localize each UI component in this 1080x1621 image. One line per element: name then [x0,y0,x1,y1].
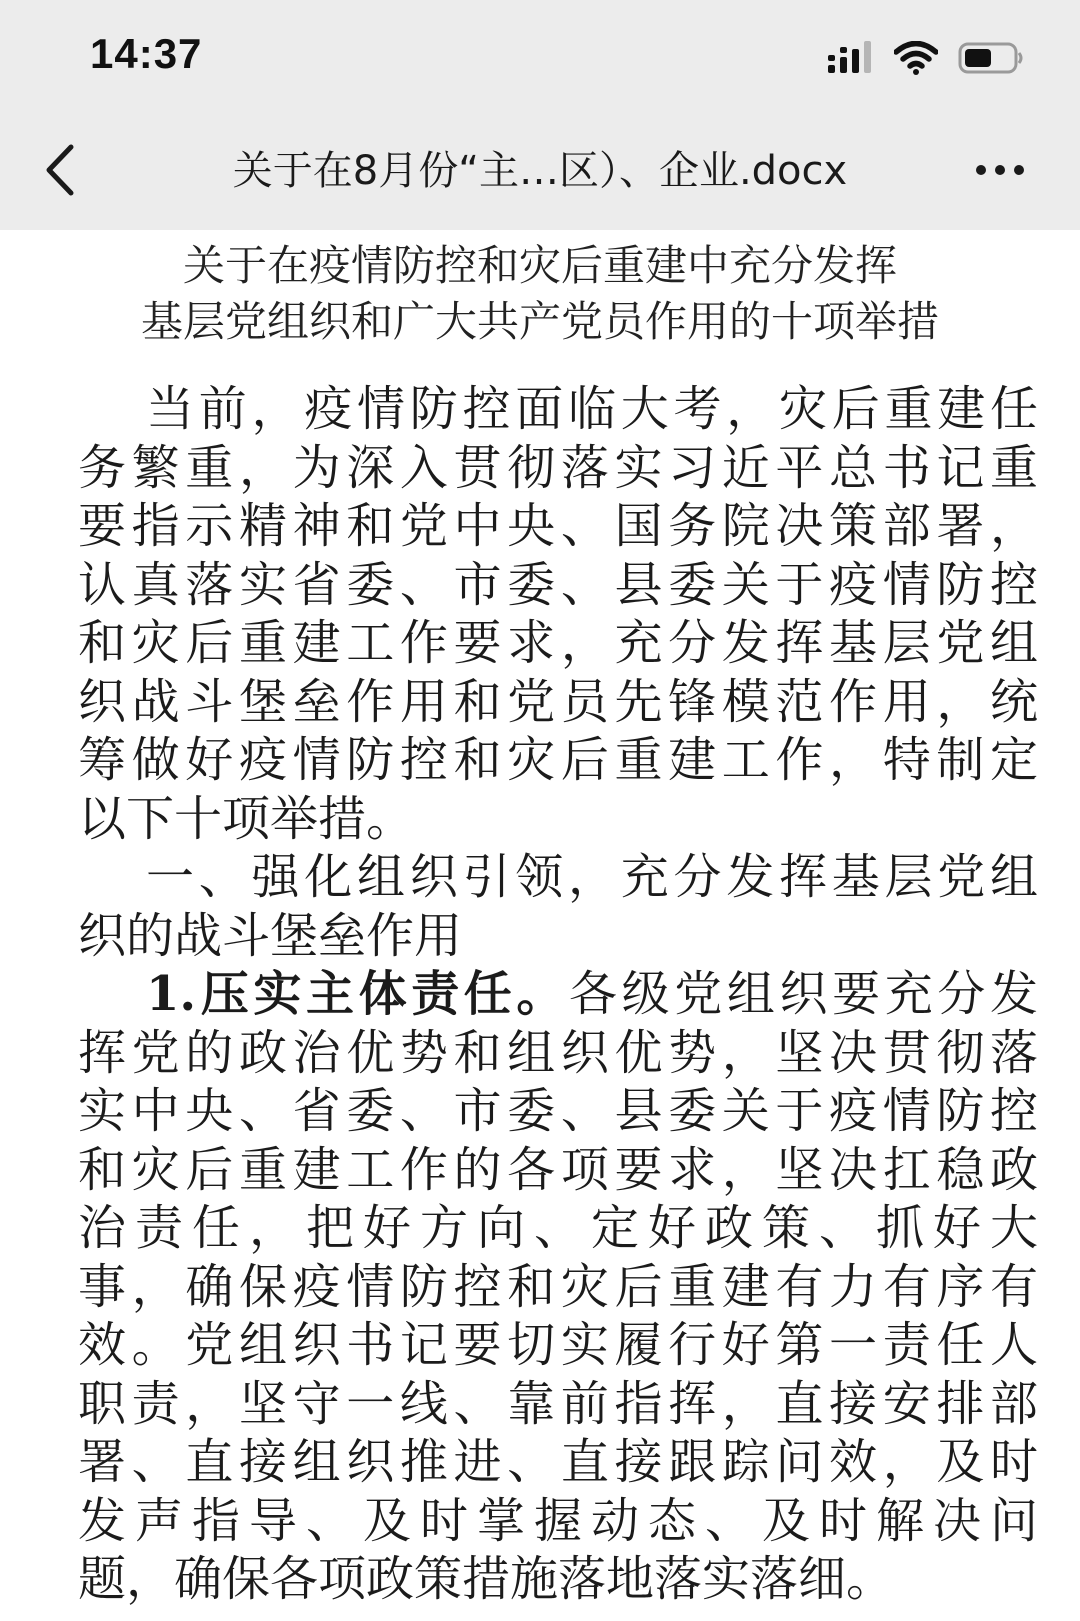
item-heading: 1.压实主体责任。 [146,966,570,1022]
paragraph-line: 筹做好疫情防控和灾后重建工作，特制定 [78,732,1038,788]
back-button[interactable] [30,135,90,205]
status-icons [828,38,1024,78]
document-filename-title: 关于在8月份“主…区）、企业.docx [232,148,848,194]
paragraph-line: 效。党组织书记要切实履行好第一责任人 [78,1317,1038,1373]
paragraph-line: 挥党的政治优势和组织优势，坚决贯彻落 [78,1024,1038,1081]
item-first-line [78,965,1038,1024]
paragraph-line: 和灾后重建工作的各项要求，坚决扛稳政 [78,1141,1038,1198]
wifi-icon [894,41,938,75]
paragraph-line: 认真落实省委、市委、县委关于疫情防控 [78,556,1038,613]
more-button[interactable] [960,140,1040,200]
document-title [0,238,1080,350]
battery-icon [958,41,1024,75]
paragraph-line: 织战斗堡垒作用和党员先锋模范作用，统 [78,673,1038,730]
paragraph-line: 和灾后重建工作要求，充分发挥基层党组 [78,615,1038,671]
paragraph-line: 务繁重，为深入贯彻落实习近平总书记重 [78,439,1038,496]
paragraph-line: 实中央、省委、市委、县委关于疫情防控 [78,1083,1038,1139]
section-heading-line: 织的战斗堡垒作用 [78,907,463,964]
top-bar [0,0,1080,230]
document-title-line: 关于在疫情防控和灾后重建中充分发挥 [182,241,897,290]
paragraph-line: 职责，坚守一线、靠前指挥，直接安排部 [78,1375,1038,1432]
paragraph-line: 事，确保疫情防控和灾后重建有力有序有 [78,1258,1038,1315]
paragraph-line: 要指示精神和党中央、国务院决策部署， [78,498,1038,554]
item-first-line-text: 各级党组织要充分发 [569,966,1038,1022]
paragraph-line: 发声指导、及时掌握动态、及时解决问 [78,1492,1038,1549]
section-heading-line: 一、强化组织引领，充分发挥基层党组 [146,849,1038,905]
document-body [78,380,1038,1609]
status-time: 14:37 [90,30,203,77]
paragraph-line: 以下十项举措。 [78,790,415,847]
ellipsis-icon [975,164,1025,176]
document-title-line: 基层党组织和广大共产党员作用的十项举措 [140,297,939,346]
paragraph-line: 当前，疫情防控面临大考，灾后重建任 [146,381,1038,437]
chevron-left-icon [43,143,77,197]
signal-icon [828,41,874,75]
paragraph-line: 署、直接组织推进、直接跟踪问效，及时 [78,1434,1038,1490]
document-viewer[interactable] [0,230,1080,1621]
paragraph-line: 治责任，把好方向、定好政策、抓好大 [78,1200,1038,1256]
paragraph-line: 题，确保各项政策措施落地落实落细。 [78,1551,895,1607]
